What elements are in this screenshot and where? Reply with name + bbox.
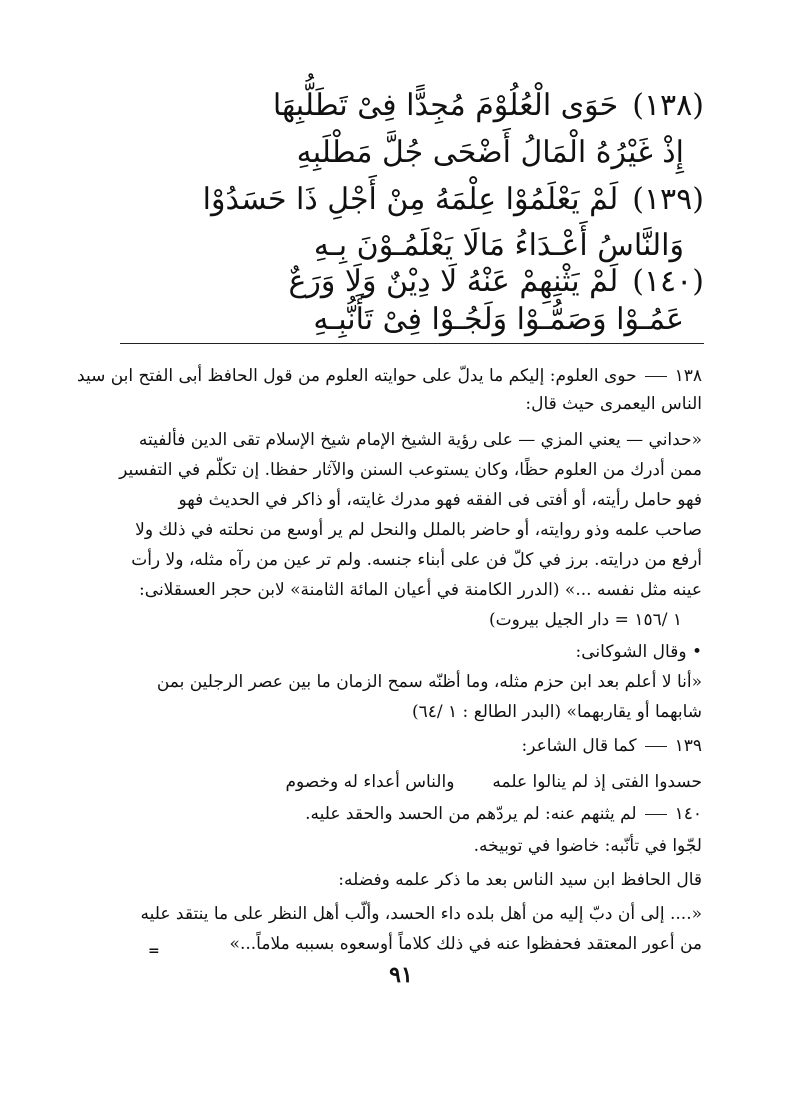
note-138-line-4: ممن أدرك من العلوم حظًا، وكان يستوعب السنن والآثار حفظا. إن تكلّم في التفسير <box>119 460 702 480</box>
verse-140-second-hemistich <box>313 300 684 340</box>
note-139-line-1: ١٣٩كما قال الشاعر: <box>521 736 702 756</box>
note-138-line-9: ١ /١٥٦ = دار الجيل بيروت) <box>488 610 682 630</box>
note-number: ١٣٩ <box>674 736 702 756</box>
note-139-verse-second-hemistich: والناس أعداء له وخصوم <box>285 772 455 792</box>
verse-number: (١٤٠) <box>632 264 704 299</box>
verse-139-second-hemistich <box>314 226 684 266</box>
verse-divider-line <box>120 343 704 344</box>
note-140-line-1: ١٤٠لم يثنهم عنه: لم يردّهم من الحسد والحقد عليه. <box>305 804 702 824</box>
note-139-verse <box>142 770 702 794</box>
page-number: ٩١ <box>389 962 413 988</box>
note-138-line-1: ١٣٨حوى العلوم: إليكم ما يدلّ على حوايته العلوم من قول الحافظ أبى الفتح ابن سيد <box>77 366 702 386</box>
verse-text: لَمْ يَعْلَمُوْا عِلْمَهُ مِنْ أَجْلِ ذَا حَسَدُوْا <box>202 182 619 217</box>
verse-140-first-hemistich <box>288 262 704 302</box>
note-138-line-2: الناس اليعمرى حيث قال: <box>525 394 702 414</box>
verse-138-first-hemistich <box>273 86 704 126</box>
verse-text: حَوَى الْعُلُوْمَ مُجِدًّا فِىْ تَطَلُّبِهَا <box>272 88 619 123</box>
note-138-line-7: أرفع من درايته. برز في كلّ فن على أبناء جنسه. ولم تر عين من رآه مثله، ولا رأت <box>131 550 702 570</box>
verse-text: وَالنَّاسُ أَعْـدَاءُ مَالَا يَعْلَمُـوْنَ بِـهِ <box>313 228 684 263</box>
note-138-line-12: شابهما أو يقاربهما» (البدر الطالع : ١ /٦٤) <box>411 702 702 722</box>
note-140-line-3: قال الحافظ ابن سيد الناس بعد ما ذكر علمه وفضله: <box>338 870 702 890</box>
verse-text: عَمُـوْا وَصَمُّـوْا وَلَجُـوْا فِىْ تَأَنُّبِـهِ <box>313 302 684 337</box>
verse-text: لَمْ يَثْنِهِمْ عَنْهُ لَا دِيْنٌ وَلَا وَرَعٌ <box>288 264 619 299</box>
note-138-line-5: فهو حامل رأيته، أو أفتى فى الفقه فهو مدرك غايته، أو ذاكر في الحديث فهو <box>178 490 702 510</box>
verse-138-second-hemistich <box>297 133 684 173</box>
note-140-line-4: «.... إلى أن دبّ إليه من أهل بلده داء الحسد، وألّب أهل النظر على ما ينتقد عليه <box>140 904 702 924</box>
verse-number: (١٣٨) <box>632 88 704 123</box>
verse-text: إِذْ غَيْرُهُ الْمَالُ أَضْحَى جُلَّ مَطْلَبِهِ <box>296 135 684 170</box>
note-138-line-8: عينه مثل نفسه ...» (الدرر الكامنة في أعيان المائة الثامنة» لابن حجر العسقلانى: <box>139 580 702 600</box>
verse-139-first-hemistich <box>203 180 704 220</box>
note-number: ١٤٠ <box>674 804 702 824</box>
note-140-line-2: لجّوا في تأنّبه: خاضوا في توبيخه. <box>473 836 702 856</box>
note-dash <box>645 814 667 815</box>
note-dash <box>645 376 667 377</box>
note-138-line-10: • وقال الشوكانى: <box>575 642 702 662</box>
continuation-mark: = <box>148 943 160 959</box>
note-139-verse-first-hemistich: حسدوا الفتى إذ لم ينالوا علمه <box>492 772 702 792</box>
note-140-line-5: من أعور المعتقد فحفظوا عنه في ذلك كلاماً أوسعوه بسببه ملاماً...» <box>229 934 702 954</box>
note-138-line-6: صاحب علمه وذو روايته، أو حاضر بالملل والنحل لم ير أوسع من نحلته في ذلك ولا <box>135 520 702 540</box>
note-138-line-3: «حداني — يعني المزي — على رؤية الشيخ الإمام شيخ الإسلام تقى الدين فألفيته <box>138 430 702 450</box>
note-138-line-11: «أنا لا أعلم بعد ابن حزم مثله، وما أظنّه سمح الزمان ما بين عصر الرجلين بمن <box>156 672 702 692</box>
verse-number: (١٣٩) <box>632 182 704 217</box>
note-number: ١٣٨ <box>674 366 702 386</box>
note-dash <box>645 746 667 747</box>
